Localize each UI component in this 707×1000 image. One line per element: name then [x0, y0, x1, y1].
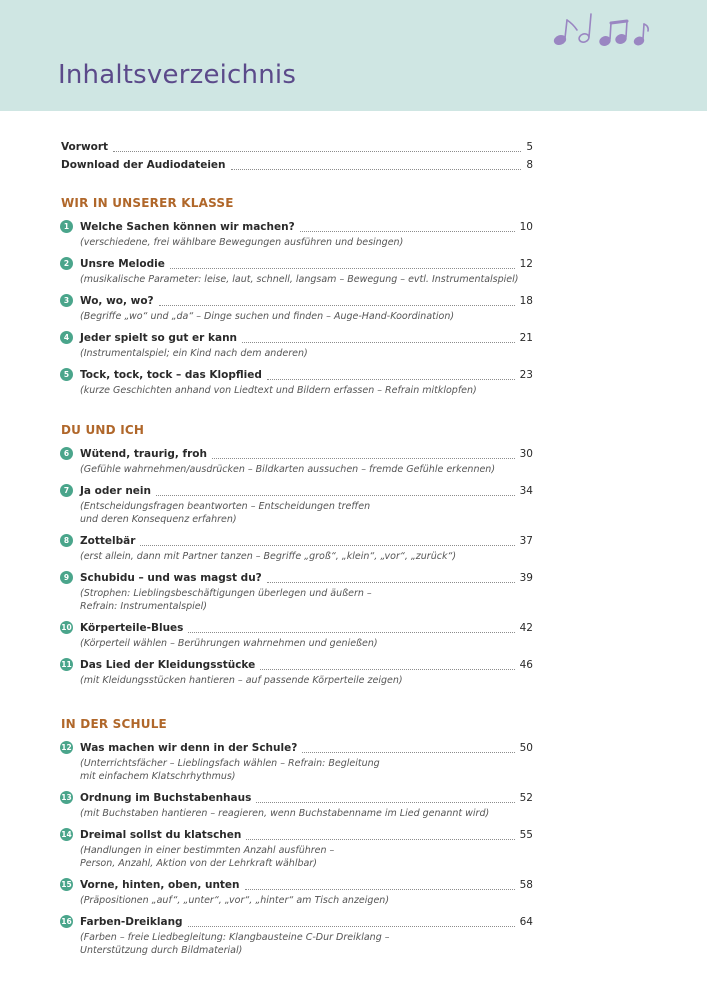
- toc-entry[interactable]: [61, 532, 533, 565]
- toc-entry-title: Wütend, traurig, froh: [80, 448, 207, 460]
- toc-entry-description: (Präpositionen „auf“, „unter“, „vor“, „hinter“ am Tisch anzeigen): [80, 895, 390, 906]
- toc-entry[interactable]: [61, 913, 533, 959]
- chapter-number-badge: 1: [60, 220, 73, 233]
- toc-entry-description: (erst allein, dann mit Partner tanzen – Begriffe „groß“, „klein“, „vor“, „zurück“): [80, 551, 457, 562]
- toc-entry[interactable]: [61, 876, 533, 909]
- chapter-number-badge: 4: [60, 331, 73, 344]
- toc-entry-description: (Unterrichtsfächer – Lieblingsfach wählen – Refrain: Begleitung mit einfachem Klatschrhythmus): [80, 758, 380, 782]
- toc-entry-title: Schubidu – und was magst du?: [80, 572, 262, 584]
- music-notes-icon: [551, 8, 651, 50]
- toc-entry-download[interactable]: [61, 156, 533, 174]
- toc-entry-title: Vorne, hinten, oben, unten: [80, 879, 240, 891]
- toc-entry[interactable]: [61, 445, 533, 478]
- toc-entry-description: (mit Kleidungsstücken hantieren – auf passende Körperteile zeigen): [80, 675, 403, 686]
- leader-dots: [156, 494, 515, 496]
- leader-dots: [267, 378, 515, 380]
- toc-entry[interactable]: [61, 569, 533, 615]
- toc-page-number: 10: [519, 221, 533, 233]
- toc-entry[interactable]: [61, 739, 533, 785]
- toc-entry-title: Dreimal sollst du klatschen: [80, 829, 242, 841]
- toc-entry-title: Welche Sachen können wir machen?: [80, 221, 295, 233]
- toc-entry-description: (Entscheidungsfragen beantworten – Entscheidungen treffen und deren Konsequenz erfahren): [80, 501, 371, 525]
- toc-entry-title: Ordnung im Buchstabenhaus: [80, 792, 252, 804]
- toc-entry[interactable]: [61, 619, 533, 652]
- section-heading: DU UND ICH: [61, 423, 145, 437]
- chapter-number-badge: 9: [60, 571, 73, 584]
- leader-dots: [113, 150, 521, 152]
- toc-entry-description: (Instrumentalspiel; ein Kind nach dem anderen): [80, 348, 308, 359]
- toc-entry-vorwort[interactable]: [61, 138, 533, 156]
- toc-entry[interactable]: [61, 292, 533, 325]
- chapter-number-badge: 16: [61, 917, 72, 926]
- toc-entry-title: Farben-Dreiklang: [80, 916, 183, 928]
- toc-entry-description: (Farben – freie Liedbegleitung: Klangbausteine C-Dur Dreiklang – Unterstützung durch Bildmaterial): [80, 932, 390, 956]
- page-title: Inhaltsverzeichnis: [58, 60, 297, 90]
- toc-entry[interactable]: [61, 482, 533, 528]
- toc-entry-description: (Handlungen in einer bestimmten Anzahl ausführen – Person, Anzahl, Aktion von der Lehrkraft wählbar): [80, 845, 335, 869]
- toc-entry-title: Download der Audiodateien: [61, 159, 226, 171]
- chapter-number-badge: 14: [61, 830, 72, 839]
- chapter-number-badge: 7: [60, 484, 73, 497]
- toc-entry[interactable]: [61, 218, 533, 251]
- toc-page-number: 50: [519, 742, 533, 754]
- leader-dots: [231, 168, 522, 170]
- chapter-number-badge: 12: [61, 743, 72, 752]
- toc-page-number: 64: [519, 916, 533, 928]
- leader-dots: [212, 457, 515, 459]
- toc-page-number: 30: [519, 448, 533, 460]
- toc-page-number: 23: [519, 369, 533, 381]
- leader-dots: [267, 581, 515, 583]
- toc-entry[interactable]: [61, 826, 533, 872]
- toc-entry-title: Körperteile-Blues: [80, 622, 184, 634]
- toc-page-number: 55: [519, 829, 533, 841]
- chapter-number-badge: 2: [60, 257, 73, 270]
- leader-dots: [188, 631, 514, 633]
- chapter-number-badge: 15: [61, 880, 72, 889]
- toc-page-number: 12: [519, 258, 533, 270]
- toc-entry[interactable]: [61, 255, 533, 288]
- section-heading: IN DER SCHULE: [61, 717, 167, 731]
- chapter-number-badge: 13: [61, 793, 72, 802]
- chapter-number-badge: 10: [61, 623, 72, 632]
- toc-entry[interactable]: [61, 789, 533, 822]
- toc-entry-description: (kurze Geschichten anhand von Liedtext und Bildern erfassen – Refrain mitklopfen): [80, 385, 477, 396]
- chapter-number-badge: 11: [61, 660, 72, 669]
- toc-entry[interactable]: [61, 329, 533, 362]
- toc-page-number: 46: [519, 659, 533, 671]
- toc-entry-title: Was machen wir denn in der Schule?: [80, 742, 298, 754]
- leader-dots: [140, 544, 514, 546]
- table-of-contents: [61, 138, 533, 963]
- toc-page-number: 8: [526, 159, 533, 171]
- leader-dots: [159, 304, 515, 306]
- toc-entry-title: Unsre Melodie: [80, 258, 165, 270]
- toc-entry-description: (Strophen: Lieblingsbeschäftigungen überlegen und äußern – Refrain: Instrumentalspiel): [80, 588, 372, 612]
- toc-entry-title: Zottelbär: [80, 535, 136, 547]
- chapter-number-badge: 5: [60, 368, 73, 381]
- leader-dots: [302, 751, 514, 753]
- chapter-number-badge: 3: [60, 294, 73, 307]
- chapter-number-badge: 6: [60, 447, 73, 460]
- leader-dots: [242, 341, 515, 343]
- toc-page-number: 39: [519, 572, 533, 584]
- toc-entry-description: (mit Buchstaben hantieren – reagieren, wenn Buchstabenname im Lied genannt wird): [80, 808, 490, 819]
- toc-entry-title: Ja oder nein: [80, 485, 152, 497]
- toc-entry-description: (Gefühle wahrnehmen/ausdrücken – Bildkarten aussuchen – fremde Gefühle erkennen): [80, 464, 496, 475]
- toc-entry-description: (Begriffe „wo“ und „da“ – Dinge suchen und finden – Auge-Hand-Koordination): [80, 311, 455, 322]
- toc-entry-title: Jeder spielt so gut er kann: [80, 332, 238, 344]
- toc-page-number: 58: [519, 879, 533, 891]
- toc-entry-title: Das Lied der Kleidungsstücke: [80, 659, 256, 671]
- toc-entry-description: (Körperteil wählen – Berührungen wahrnehmen und genießen): [80, 638, 378, 649]
- leader-dots: [170, 267, 515, 269]
- toc-entry-title: Tock, tock, tock – das Klopflied: [80, 369, 262, 381]
- leader-dots: [260, 668, 514, 670]
- section-heading: WIR IN UNSERER KLASSE: [61, 196, 234, 210]
- toc-page-number: 42: [519, 622, 533, 634]
- toc-entry[interactable]: [61, 656, 533, 689]
- toc-entry[interactable]: [61, 366, 533, 399]
- leader-dots: [245, 888, 515, 890]
- toc-page-number: 34: [519, 485, 533, 497]
- toc-page-number: 52: [519, 792, 533, 804]
- toc-page-number: 37: [519, 535, 533, 547]
- toc-page-number: 18: [519, 295, 533, 307]
- toc-page-number: 21: [519, 332, 533, 344]
- chapter-number-badge: 8: [60, 534, 73, 547]
- toc-page-number: 5: [526, 141, 533, 153]
- toc-entry-title: Wo, wo, wo?: [80, 295, 154, 307]
- toc-entry-title: Vorwort: [61, 141, 109, 153]
- leader-dots: [246, 838, 514, 840]
- toc-entry-description: (verschiedene, frei wählbare Bewegungen ausführen und besingen): [80, 237, 404, 248]
- header-banner: [0, 0, 707, 111]
- leader-dots: [256, 801, 514, 803]
- leader-dots: [188, 925, 515, 927]
- leader-dots: [300, 230, 515, 232]
- toc-entry-description: (musikalische Parameter: leise, laut, schnell, langsam – Bewegung – evtl. Instrumentalspiel): [80, 274, 519, 285]
